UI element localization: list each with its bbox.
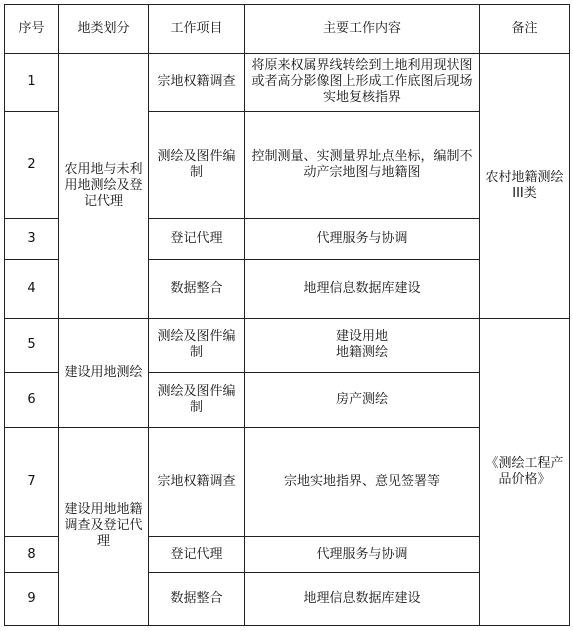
row-num: 6 xyxy=(5,373,59,428)
row-content: 代理服务与协调 xyxy=(245,219,480,259)
remark-cell: 农村地籍测绘III类 xyxy=(480,53,570,318)
row-content: 地理信息数据库建设 xyxy=(245,259,480,318)
row-num: 2 xyxy=(5,112,59,219)
category-cell: 农用地与未利用地测绘及登记代理 xyxy=(59,53,149,318)
row-item: 测绘及图件编制 xyxy=(149,318,245,373)
table-row xyxy=(5,53,570,112)
header-item: 工作项目 xyxy=(149,5,245,54)
row-item: 测绘及图件编制 xyxy=(149,373,245,428)
header-content: 主要工作内容 xyxy=(245,5,480,54)
row-content: 地理信息数据库建设 xyxy=(245,573,480,626)
category-cell: 建设用地测绘 xyxy=(59,318,149,427)
row-item: 宗地权籍调查 xyxy=(149,53,245,112)
row-item: 数据整合 xyxy=(149,573,245,626)
row-item: 宗地权籍调查 xyxy=(149,427,245,536)
row-item: 测绘及图件编制 xyxy=(149,112,245,219)
header-remark: 备注 xyxy=(480,5,570,54)
row-content: 建设用地 地籍测绘 xyxy=(245,318,480,373)
row-num: 9 xyxy=(5,573,59,626)
remark-cell: 《测绘工程产品价格》 xyxy=(480,318,570,625)
row-item: 数据整合 xyxy=(149,259,245,318)
header-row xyxy=(5,5,570,54)
row-content: 将原来权属界线转绘到土地利用现状图或者高分影像图上形成工作底图后现场实地复核指界 xyxy=(245,53,480,112)
row-content: 控制测量、实测量界址点坐标，编制不动产宗地图与地籍图 xyxy=(245,112,480,219)
table-row xyxy=(5,318,570,373)
row-num: 3 xyxy=(5,219,59,259)
row-item: 登记代理 xyxy=(149,536,245,572)
row-content: 宗地实地指界、意见签署等 xyxy=(245,427,480,536)
row-num: 1 xyxy=(5,53,59,112)
row-item: 登记代理 xyxy=(149,219,245,259)
row-content: 房产测绘 xyxy=(245,373,480,428)
row-num: 4 xyxy=(5,259,59,318)
row-num: 7 xyxy=(5,427,59,536)
row-num: 5 xyxy=(5,318,59,373)
row-content: 代理服务与协调 xyxy=(245,536,480,572)
fee-table xyxy=(4,4,570,626)
header-num: 序号 xyxy=(5,5,59,54)
row-num: 8 xyxy=(5,536,59,572)
category-cell: 建设用地地籍调查及登记代理 xyxy=(59,427,149,625)
header-category: 地类划分 xyxy=(59,5,149,54)
